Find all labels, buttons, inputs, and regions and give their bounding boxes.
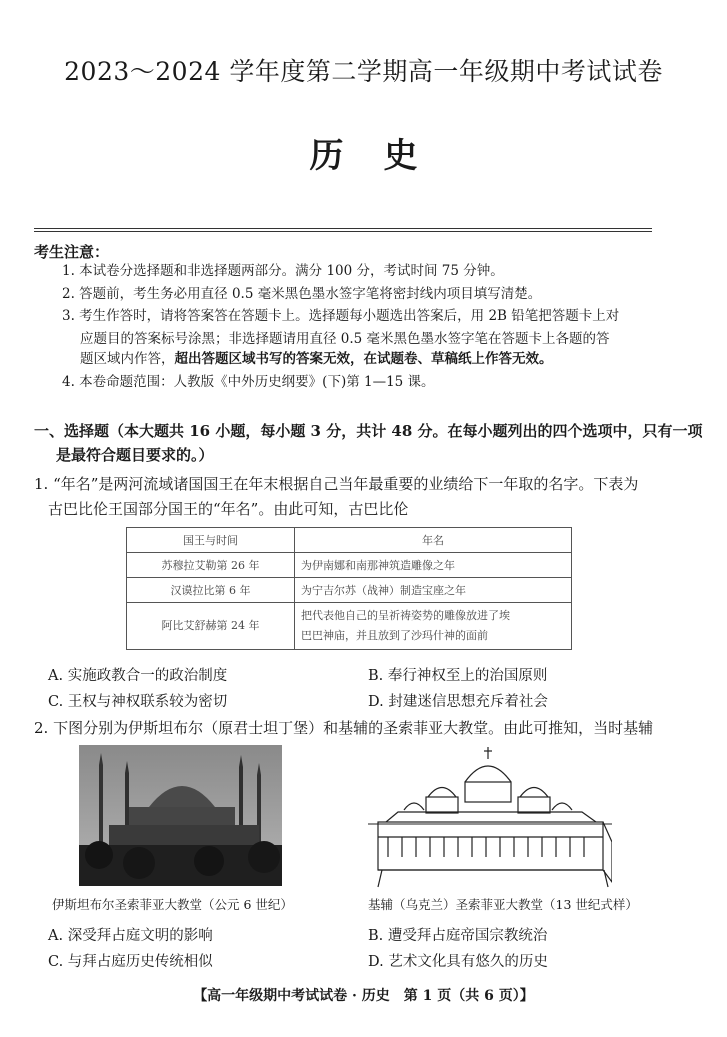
table-header-row [127,528,572,553]
question-2-option-d: D. 艺术文化具有悠久的历史 [368,954,548,970]
table-header: 年名 [295,528,572,553]
table-cell-king: 汉谟拉比第 6 年 [127,578,295,603]
table-cell-year-name [295,603,572,650]
section-1-heading: 一、选择题（本大题共 16 小题，每小题 3 分，共计 48 分。在每小题列出的四个选项中，只有一项 [34,422,703,440]
caption-kyiv: 基辅（乌克兰）圣索菲亚大教堂（13 世纪式样） [368,897,638,912]
question-1-option-d: D. 封建迷信思想充斥着社会 [368,694,548,710]
notice-title: 考生注意： [34,243,110,261]
divider-top [34,228,652,229]
table-cell-line: 巴巴神庙，并且放到了沙玛什神的面前 [301,629,488,642]
section-1-heading-cont: 是最符合题目要求的。） [56,446,214,464]
exam-title: 2023～2024 学年度第二学期高一年级期中考试试卷 [64,57,663,86]
question-2-option-c: C. 与拜占庭历史传统相似 [48,954,213,970]
notice-item-3-cont: 应题目的答案标号涂黑；非选择题请用直径 0.5 毫米黑色墨水签字笔在答题卡上各题的答 [80,331,610,347]
question-1-table [126,527,572,650]
notice-item-1: 1. 本试卷分选择题和非选择题两部分。满分 100 分，考试时间 75 分钟。 [62,263,504,279]
subject-title: 历史 [309,136,458,176]
st-sophia-kyiv-image [368,742,612,888]
page-footer: 【高一年级期中考试试卷 · 历史 第 1 页（共 6 页）】 [193,988,534,1004]
question-1-option-a: A. 实施政教合一的政治制度 [48,668,228,684]
notice-item-3: 3. 考生作答时，请将答案答在答题卡上。选择题每小题选出答案后，用 2B 铅笔把答题卡上对 [62,308,620,324]
table-cell-line: 把代表他自己的呈祈祷姿势的雕像放进了埃 [301,609,510,622]
notice-item-4: 4. 本卷命题范围：人教版《中外历史纲要》(下)第 1—15 课。 [62,374,435,390]
hagia-sophia-istanbul-image [79,745,282,886]
table-cell-king: 苏穆拉艾勒第 26 年 [127,553,295,578]
st-sophia-kyiv-drawing [368,742,612,888]
notice-item-3-emphasis: 超出答题区域书写的答案无效，在试题卷、草稿纸上作答无效。 [174,351,553,367]
table-cell-year-name: 为宁吉尔苏（战神）制造宝座之年 [295,578,572,603]
table-header: 国王与时间 [127,528,295,553]
notice-item-3-text: 题区域内作答， [80,351,175,367]
notice-item-2: 2. 答题前，考生务必用直径 0.5 毫米黑色墨水签字笔将密封线内项目填写清楚。 [62,286,542,302]
question-2-option-a: A. 深受拜占庭文明的影响 [48,928,213,944]
table-row [127,578,572,603]
question-2-option-b: B. 遭受拜占庭帝国宗教统治 [368,928,548,944]
hagia-sophia-istanbul-photo [79,745,282,886]
table-row [127,603,572,650]
table-cell-year-name: 为伊南娜和南那神筑造雕像之年 [295,553,572,578]
question-1-option-b: B. 奉行神权至上的治国原则 [368,668,548,684]
question-2-stem: 2. 下图分别为伊斯坦布尔（原君士坦丁堡）和基辅的圣索菲亚大教堂。由此可推知，当时基辅 [34,719,654,737]
question-1-stem-cont: 古巴比伦王国部分国王的“年名”。由此可知，古巴比伦 [48,500,409,518]
question-1-option-c: C. 王权与神权联系较为密切 [48,694,228,710]
question-1-stem: 1. “年名”是两河流域诸国国王在年末根据自己当年最重要的业绩给下一年取的名字。下表为 [34,475,639,493]
table-cell-king: 阿比艾舒赫第 24 年 [127,603,295,650]
table-row [127,553,572,578]
divider-top-thin [34,231,652,232]
caption-istanbul: 伊斯坦布尔圣索菲亚大教堂（公元 6 世纪） [52,897,293,912]
